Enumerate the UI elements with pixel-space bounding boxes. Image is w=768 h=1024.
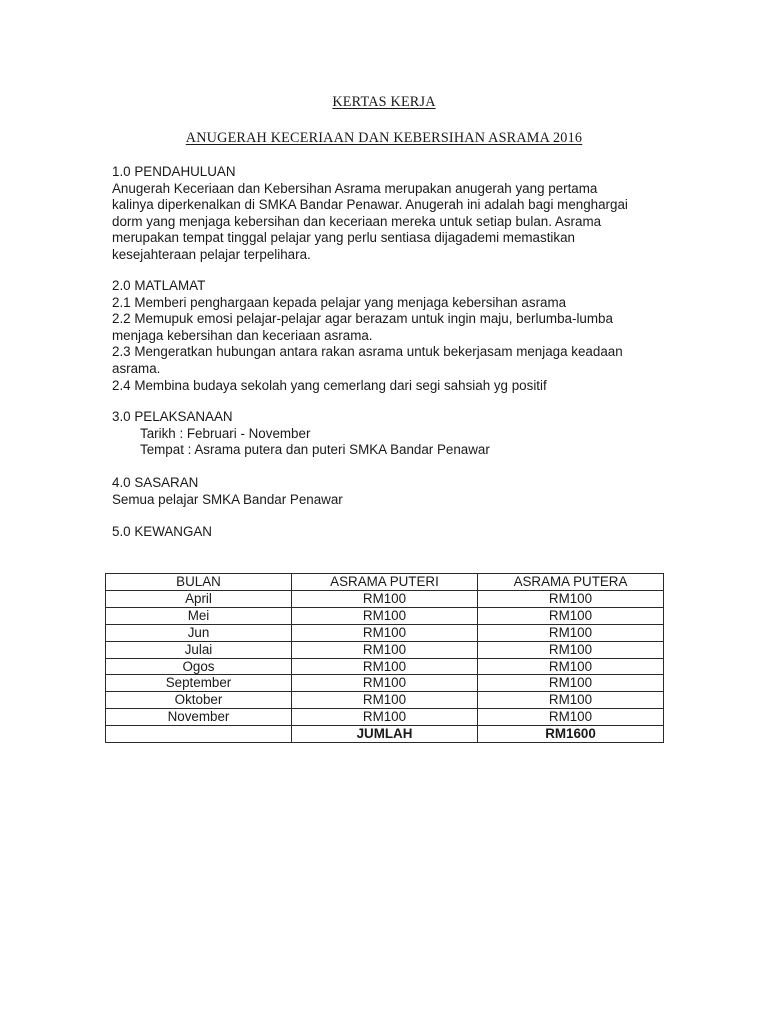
cell-jumlah-value: RM1600 [478,726,664,743]
section-heading: 4.0 SASARAN [112,475,199,490]
cell-bulan: April [106,590,292,607]
table-row [106,675,664,692]
paragraph-line: 2.2 Memupuk emosi pelajar-pelajar agar berazam untuk ingin maju, berlumba-lumba [112,311,613,327]
table-row [106,607,664,624]
cell-bulan: Julai [106,641,292,658]
paragraph-line: 2.3 Mengeratkan hubungan antara rakan asrama untuk bekerjasam menjaga keadaan [112,344,623,360]
paragraph-line: menjaga kebersihan dan keceriaan asrama. [112,327,373,343]
cell-puteri: RM100 [292,607,478,624]
column-header-asrama-puteri: ASRAMA PUTERI [292,574,478,591]
paragraph-line: asrama. [112,360,161,376]
cell-putera: RM100 [478,675,664,692]
cell-bulan: Jun [106,624,292,641]
cell-puteri: RM100 [292,590,478,607]
table-header-row [106,574,664,591]
paragraph-line: kalinya diperkenalkan di SMKA Bandar Penawar. Anugerah ini adalah bagi menghargai [112,197,628,213]
section-heading: 2.0 MATLAMAT [112,278,206,293]
cell-bulan: Mei [106,607,292,624]
cell-bulan: Oktober [106,692,292,709]
cell-puteri: RM100 [292,624,478,641]
section-sasaran [112,475,652,508]
table-row [106,590,664,607]
kewangan-table [105,573,664,743]
column-header-bulan: BULAN [106,574,292,591]
section-pelaksanaan [112,409,652,459]
paragraph-line: merupakan tempat tinggal pelajar yang perlu sentiasa dijagademi memastikan [112,230,575,246]
cell-total-empty [106,726,292,743]
cell-puteri: RM100 [292,692,478,709]
column-header-asrama-putera: ASRAMA PUTERA [478,574,664,591]
paragraph-line: Anugerah Keceriaan dan Kebersihan Asrama merupakan anugerah yang pertama [112,180,598,196]
section-heading: 1.0 PENDAHULUAN [112,164,236,179]
cell-putera: RM100 [478,641,664,658]
section-pendahuluan [112,164,652,264]
cell-putera: RM100 [478,709,664,726]
cell-putera: RM100 [478,692,664,709]
document-subtitle: ANUGERAH KECERIAAN DAN KEBERSIHAN ASRAMA 2016 [185,130,583,146]
paragraph-line: dorm yang menjaga kebersihan dan keceriaan mereka untuk setiap bulan. Asrama [112,213,602,229]
paragraph-line: 2.4 Membina budaya sekolah yang cemerlang dari segi sahsiah yg positif [112,377,547,393]
table-row [106,658,664,675]
tempat-line: Tempat : Asrama putera dan puteri SMKA Bandar Penawar [140,442,490,458]
cell-puteri: RM100 [292,641,478,658]
section-matlamat [112,278,652,394]
paragraph-line: Semua pelajar SMKA Bandar Penawar [112,491,343,507]
cell-bulan: September [106,675,292,692]
table-row [106,709,664,726]
section-heading: 3.0 PELAKSANAAN [112,409,233,424]
cell-puteri: RM100 [292,658,478,675]
table-row [106,624,664,641]
cell-puteri: RM100 [292,675,478,692]
cell-jumlah-label: JUMLAH [292,726,478,743]
cell-putera: RM100 [478,624,664,641]
cell-putera: RM100 [478,607,664,624]
cell-bulan: Ogos [106,658,292,675]
cell-putera: RM100 [478,590,664,607]
section-kewangan [112,524,652,541]
table-row [106,641,664,658]
paragraph-line: kesejahteraan pelajar terpelihara. [112,246,311,262]
table-total-row [106,726,664,743]
paragraph-line: 2.1 Memberi penghargaan kepada pelajar yang menjaga kebersihan asrama [112,294,567,310]
cell-bulan: November [106,709,292,726]
section-heading: 5.0 KEWANGAN [112,524,212,539]
cell-putera: RM100 [478,658,664,675]
tarikh-line: Tarikh : Februari - November [140,425,311,441]
cell-puteri: RM100 [292,709,478,726]
table-row [106,692,664,709]
document-title: KERTAS KERJA [332,94,436,110]
